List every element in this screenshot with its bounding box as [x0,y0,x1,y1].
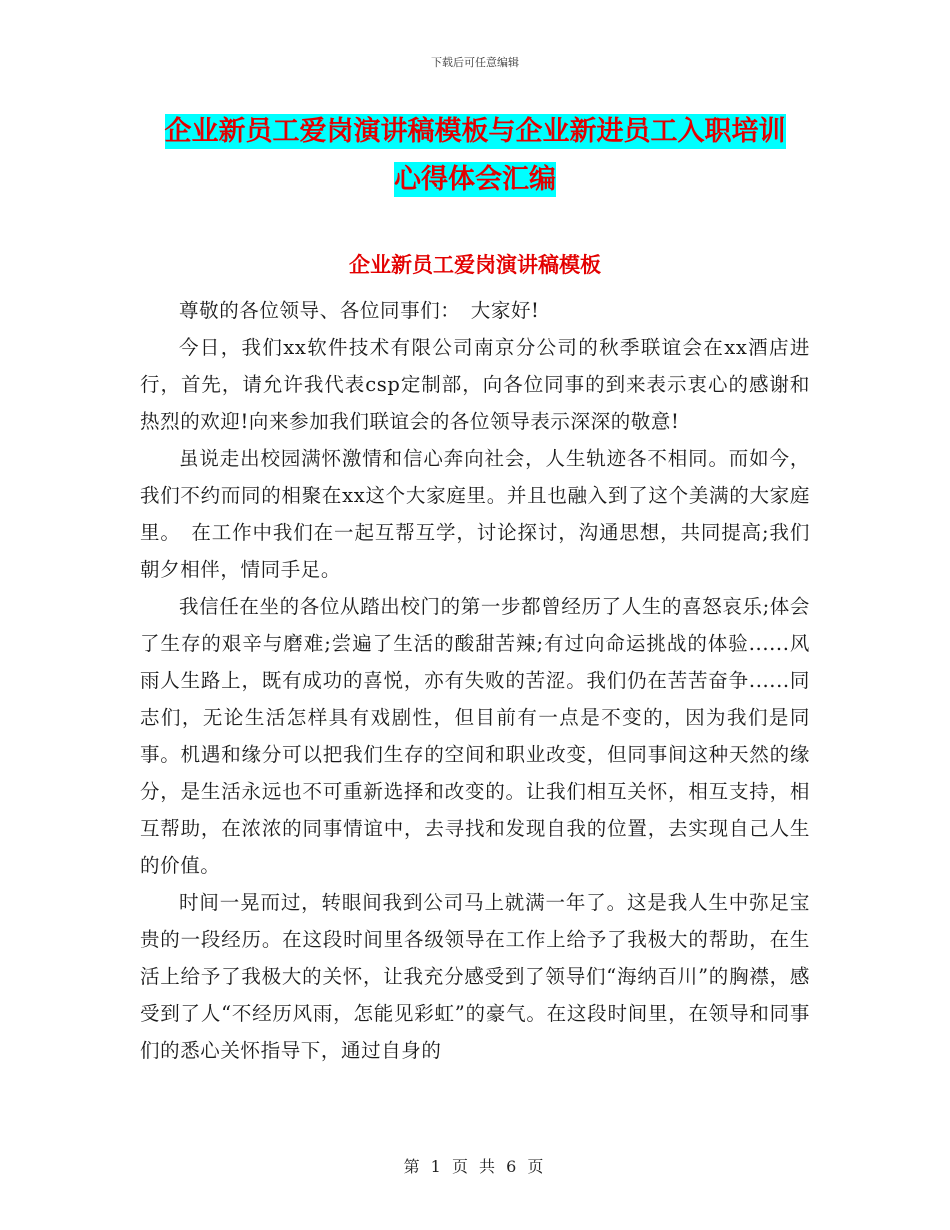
paragraph: 时间一晃而过，转眼间我到公司马上就满一年了。这是我人生中弥足宝贵的一段经历。在这段时间里各级领导在工作上给予了我极大的帮助，在生活上给予了我极大的关怀，让我充分感受到了领导们“海纳百川”的胸襟，感受到了人“不经历风雨，怎能见彩虹”的豪气。在这段时间里，在领导和同事们的悉心关怀指导下，通过自身的 [140,891,810,1062]
document-title [140,108,810,204]
page-number-footer: 第 1 页 共 6 页 [403,1157,547,1176]
document-title-line-2: 心得体会汇编 [394,164,556,195]
paragraph: 今日，我们xx软件技术有限公司南京分公司的秋季联谊会在xx酒店进行，首先，请允许我代表csp定制部，向各位同事的到来表示衷心的感谢和热烈的欢迎!向来参加我们联谊会的各位领导表示深深的敬意! [140,336,810,433]
section-title: 企业新员工爱岗演讲稿模板 [349,253,601,277]
paragraph: 虽说走出校园满怀激情和信心奔向社会，人生轨迹各不相同。而如今，我们不约而同的相聚在xx这个大家庭里。并且也融入到了这个美满的大家庭里。 在工作中我们在一起互帮互学，讨论探讨，沟通思想，共同提高;我们朝夕相伴，情同手足。 [140,447,810,581]
paragraph: 尊敬的各位领导、各位同事们： 大家好! [179,299,540,322]
header-note: 下载后可任意编辑 [431,56,519,69]
body-text [140,292,810,1069]
paragraph: 我信任在坐的各位从踏出校门的第一步都曾经历了人生的喜怒哀乐;体会了生存的艰辛与磨难;尝遍了生活的酸甜苦辣;有过向命运挑战的体验......风雨人生路上，既有成功的喜悦，亦有失败的苦涩。我们仍在苦苦奋争......同志们，无论生活怎样具有戏剧性，但目前有一点是不变的，因为我们是同事。机遇和缘分可以把我们生存的空间和职业改变，但同事间这种天然的缘分，是生活永远也不可重新选择和改变的。让我们相互关怀，相互支持，相互帮助，在浓浓的同事情谊中，去寻找和发现自我的位置，去实现自己人生的价值。 [140,595,810,877]
document-title-line-1: 企业新员工爱岗演讲稿模板与企业新进员工入职培训 [164,116,786,147]
